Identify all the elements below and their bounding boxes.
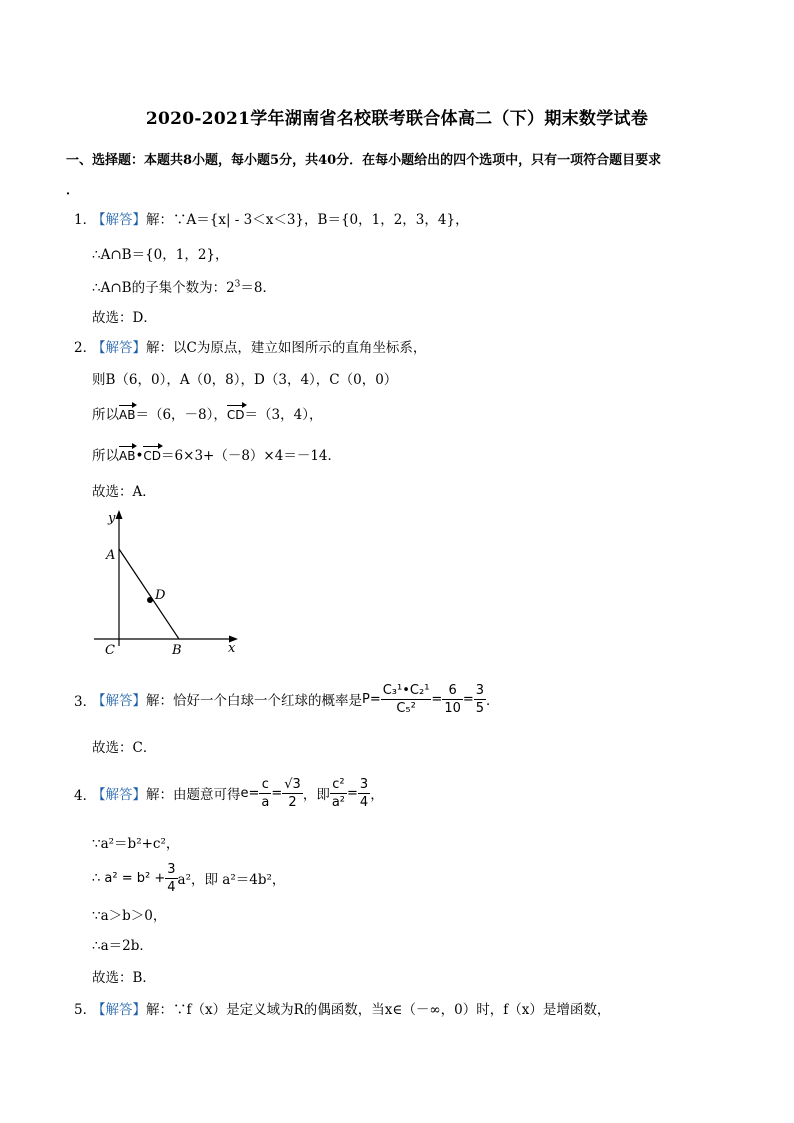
q1-number: 1． — [74, 212, 97, 228]
q4-line-5: ∴a＝2b． — [92, 938, 153, 954]
q4-mid: ，即 — [302, 787, 330, 803]
vector-cd: CD — [226, 408, 245, 422]
q4-fraction-1 — [259, 776, 271, 811]
q2-line-2: 则B（6，0），A（0，8），D（3，4），C（0，0） — [92, 372, 398, 388]
q4-fraction-4-den: 4 — [359, 794, 369, 810]
q4-number: 4． — [74, 788, 97, 804]
q3-fraction-3-num: 3 — [475, 682, 485, 698]
coordinate-figure — [88, 506, 248, 660]
answer-tag: 【解答】 — [92, 212, 146, 228]
x-axis-label: x — [228, 641, 236, 656]
q2-text-1: 解：以C为原点，建立如图所示的直角坐标系， — [146, 340, 427, 356]
q3-text-1: 解：恰好一个白球一个红球的概率是 — [146, 693, 362, 709]
section-heading — [66, 146, 736, 206]
segment-ab — [119, 549, 179, 639]
label-a: A — [106, 548, 116, 563]
q4-fraction-4 — [358, 776, 370, 811]
q2-line-5: 故选：A． — [92, 484, 156, 500]
answer-tag: 【解答】 — [92, 787, 146, 803]
q3-fraction-1-num: C₃¹•C₂¹ — [382, 682, 430, 698]
q2-line-3 — [92, 403, 322, 423]
q4-fraction-3-num: c² — [330, 776, 347, 794]
q4-fraction-1-den: a — [261, 794, 270, 810]
q3-end: ． — [486, 693, 500, 709]
answer-tag: 【解答】 — [92, 1002, 146, 1018]
q4-fraction-5 — [165, 861, 177, 896]
q1-line-3 — [92, 276, 276, 296]
q1-line-1 — [92, 208, 469, 228]
q3-p: P= — [362, 691, 381, 707]
q4-fraction-5-den: 4 — [167, 879, 176, 895]
q3-fraction-1-den: C₅² — [396, 700, 416, 716]
q1-exponent: 3 — [234, 279, 241, 290]
answer-tag: 【解答】 — [92, 340, 146, 356]
q4-fraction-4-num: 3 — [359, 776, 369, 792]
q4-fraction-3 — [330, 776, 347, 811]
q4-fraction-1-num: c — [259, 776, 271, 794]
q2-text-3c: ＝（3，4）， — [244, 407, 323, 423]
y-axis-label: y — [108, 511, 116, 526]
q4-equals: = — [271, 785, 283, 801]
label-c: C — [105, 643, 115, 658]
q2-line-4 — [92, 444, 341, 464]
q4-fraction-2 — [282, 776, 303, 811]
q4-end: ， — [370, 787, 384, 803]
q3-equals: = — [431, 691, 443, 707]
q1-line-4: 故选：D． — [92, 310, 157, 326]
q3-fraction-3-den: 5 — [475, 700, 485, 716]
answer-tag: 【解答】 — [92, 693, 146, 709]
point-d — [147, 597, 153, 603]
q3-line-1 — [92, 672, 500, 726]
label-b: B — [172, 643, 182, 658]
q4-fraction-3-den: a² — [331, 794, 346, 810]
q4-equals: = — [347, 785, 358, 801]
q4-line-3 — [92, 858, 285, 898]
page-title: 2020-2021学年湖南省名校联考联合体高二（下）期末数学试卷 — [145, 109, 649, 129]
q4-line-6: 故选：B． — [92, 970, 156, 986]
q4-text-1: 解：由题意可得 — [146, 787, 241, 803]
q5-text-1: 解：∵f（x）是定义域为R的偶函数，当x∈（－∞，0）时，f（x）是增函数， — [146, 1002, 611, 1018]
q5-number: 5． — [74, 1002, 97, 1018]
section-heading-text: 一、选择题：本题共8小题，每小题5分，共40分．在每小题给出的四个选项中，只有一项符合题目要求 — [66, 153, 662, 168]
q4-text-3b: a²，即 a²＝4b²， — [177, 872, 286, 888]
vector-ab: AB — [119, 408, 136, 422]
q2-text-3b: ＝（6，－8）， — [135, 407, 227, 423]
q4-text-3a: ∴ a² = b² + — [92, 870, 166, 886]
q3-line-2: 故选：C． — [92, 740, 157, 756]
q3-fraction-1 — [381, 682, 432, 717]
q4-fraction-5-num: 3 — [167, 861, 176, 877]
label-d: D — [155, 588, 166, 603]
q2-number: 2． — [74, 340, 97, 356]
dot-operator: • — [135, 448, 144, 464]
vector-cd: CD — [143, 449, 162, 463]
q2-line-1 — [92, 336, 426, 356]
q4-e: e= — [240, 785, 260, 801]
q4-fraction-2-den: 2 — [288, 794, 297, 810]
q2-text-4a: 所以 — [92, 448, 119, 464]
q4-line-4: ∵a＞b＞0， — [92, 908, 167, 924]
q3-fraction-2-den: 10 — [444, 700, 461, 716]
q1-text-3a: ∴A∩B的子集个数为：2 — [92, 280, 235, 296]
q1-line-2: ∴A∩B＝{0，1，2}， — [92, 247, 229, 263]
q1-text-3b: ＝8． — [240, 280, 276, 296]
q3-equals: = — [462, 691, 474, 707]
q5-line-1 — [92, 998, 610, 1018]
q4-line-1 — [92, 768, 384, 818]
q2-text-3a: 所以 — [92, 407, 119, 423]
q4-line-2: ∵a²＝b²+c²， — [92, 836, 180, 852]
q3-fraction-3 — [474, 682, 486, 717]
y-axis-arrow — [116, 510, 123, 519]
q3-fraction-2-num: 6 — [442, 682, 463, 700]
vector-ab: AB — [119, 449, 136, 463]
q2-text-4b: ＝6×3+（－8）×4＝－14． — [161, 448, 342, 464]
q4-fraction-2-num: √3 — [284, 776, 301, 792]
section-heading-dot: ． — [66, 183, 80, 198]
q3-number: 3． — [74, 694, 97, 710]
q1-text-1: 解：∵A＝{x| - 3＜x＜3}，B＝{0，1，2，3，4}， — [146, 212, 469, 228]
q3-fraction-2 — [442, 682, 463, 717]
